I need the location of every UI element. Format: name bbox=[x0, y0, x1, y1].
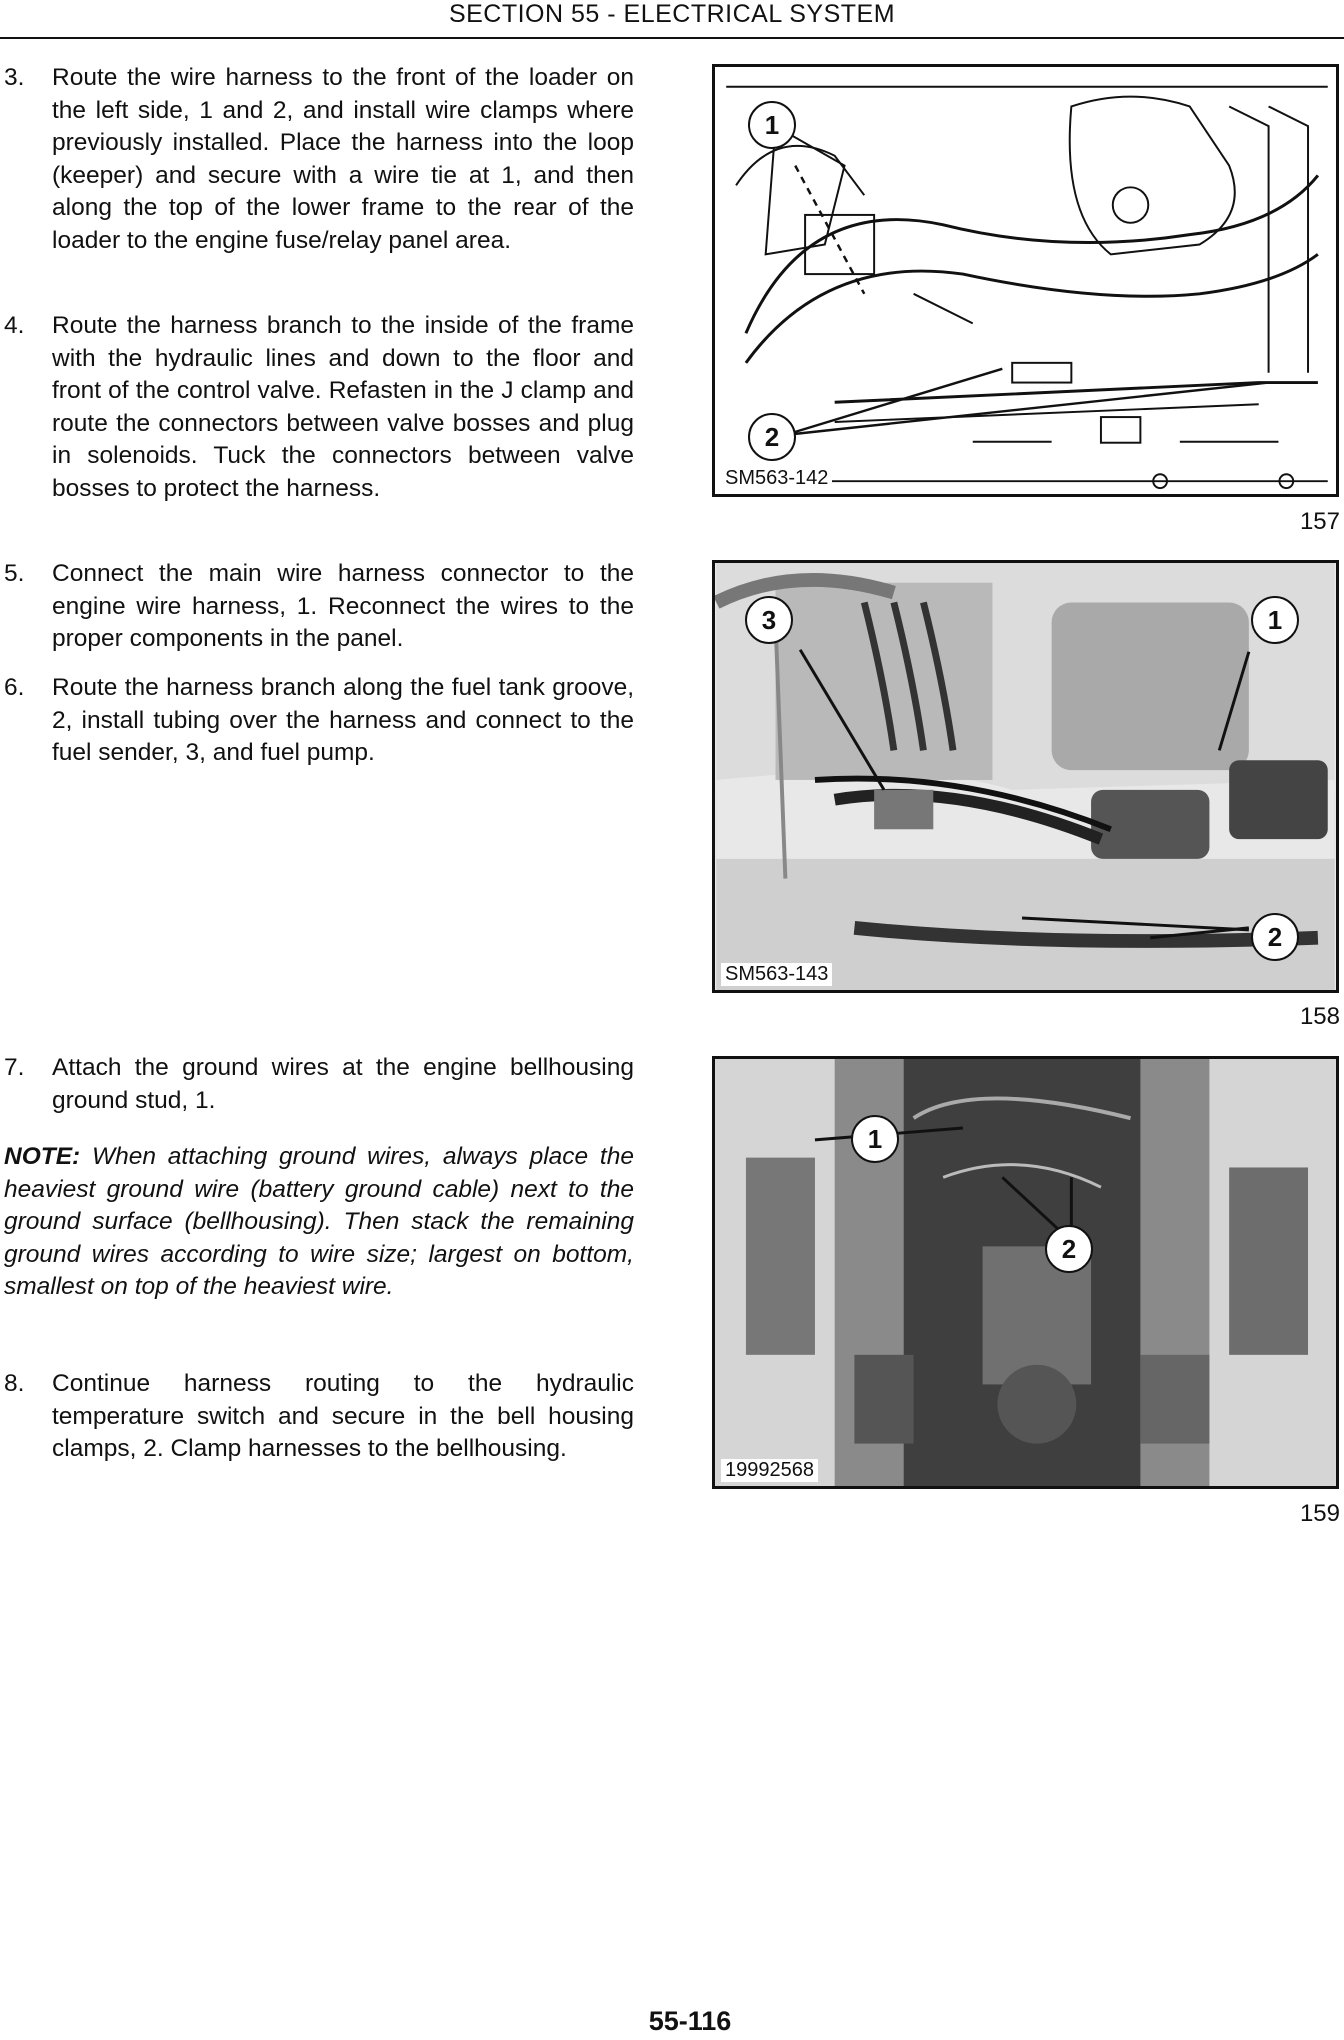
figure-157-illustration bbox=[712, 64, 1339, 497]
callout-2: 2 bbox=[1045, 1225, 1093, 1273]
fuel-tank-photo bbox=[715, 563, 1336, 990]
callout-1: 1 bbox=[1251, 596, 1299, 644]
step-text: Attach the ground wires at the engine bellhousing ground stud, 1. bbox=[52, 1054, 634, 1114]
note-block bbox=[4, 1141, 634, 1304]
callout-2: 2 bbox=[748, 413, 796, 461]
note-label: NOTE: bbox=[4, 1143, 81, 1170]
bellhousing-photo bbox=[715, 1059, 1336, 1486]
header-rule bbox=[0, 37, 1344, 39]
step-text: Route the harness branch along the fuel tank groove, 2, install tubing over the harness and connect to the fuel sender, 3, and fuel pump. bbox=[52, 674, 634, 766]
figure-number: 159 bbox=[1299, 1500, 1340, 1527]
figure-id: SM563-143 bbox=[721, 963, 832, 986]
step-number: 5. bbox=[4, 560, 25, 587]
note-text: When attaching ground wires, always place the heaviest ground wire (battery ground cable) next to the ground surface (bellhousing). Then stack the remaining ground wires according to wire size; largest on bottom, smallest on top of the heaviest wire. bbox=[4, 1143, 634, 1300]
harness-line-drawing bbox=[715, 67, 1336, 494]
figure-number: 158 bbox=[1299, 1003, 1340, 1030]
callout-1: 1 bbox=[748, 101, 796, 149]
step-number: 8. bbox=[4, 1370, 25, 1397]
callout-3: 3 bbox=[745, 596, 793, 644]
step-number: 3. bbox=[4, 64, 25, 91]
section-title: SECTION 55 - ELECTRICAL SYSTEM bbox=[448, 0, 896, 28]
step-number: 4. bbox=[4, 312, 25, 339]
figure-number: 157 bbox=[1299, 508, 1340, 535]
step-text: Connect the main wire harness connector to the engine wire harness, 1. Reconnect the wires to the proper components in the panel. bbox=[52, 560, 634, 652]
figure-158-photo bbox=[712, 560, 1339, 993]
page-number: 55-116 bbox=[648, 2006, 732, 2036]
step-text: Continue harness routing to the hydraulic temperature switch and secure in the bell housing clamps, 2. Clamp harnesses to the bellhousing. bbox=[52, 1370, 634, 1462]
figure-id: 19992568 bbox=[721, 1459, 818, 1482]
callout-1: 1 bbox=[851, 1115, 899, 1163]
step-number: 7. bbox=[4, 1054, 25, 1081]
page-header bbox=[0, 0, 1344, 40]
figure-id: SM563-142 bbox=[721, 467, 832, 490]
step-number: 6. bbox=[4, 674, 25, 701]
step-text: Route the harness branch to the inside of the frame with the hydraulic lines and down to the floor and front of the control valve. Refasten in the J clamp and route the connectors between valve bosses and plug in solenoids. Tuck the connectors between valve bosses to protect the harness. bbox=[52, 312, 634, 502]
step-text: Route the wire harness to the front of the loader on the left side, 1 and 2, and install wire clamps where previously installed. Place the harness into the loop (keeper) and secure with a wire tie at 1, and then along the top of the lower frame to the rear of the loader to the engine fuse/relay panel area. bbox=[52, 64, 634, 254]
callout-2: 2 bbox=[1251, 913, 1299, 961]
figure-159-photo bbox=[712, 1056, 1339, 1489]
